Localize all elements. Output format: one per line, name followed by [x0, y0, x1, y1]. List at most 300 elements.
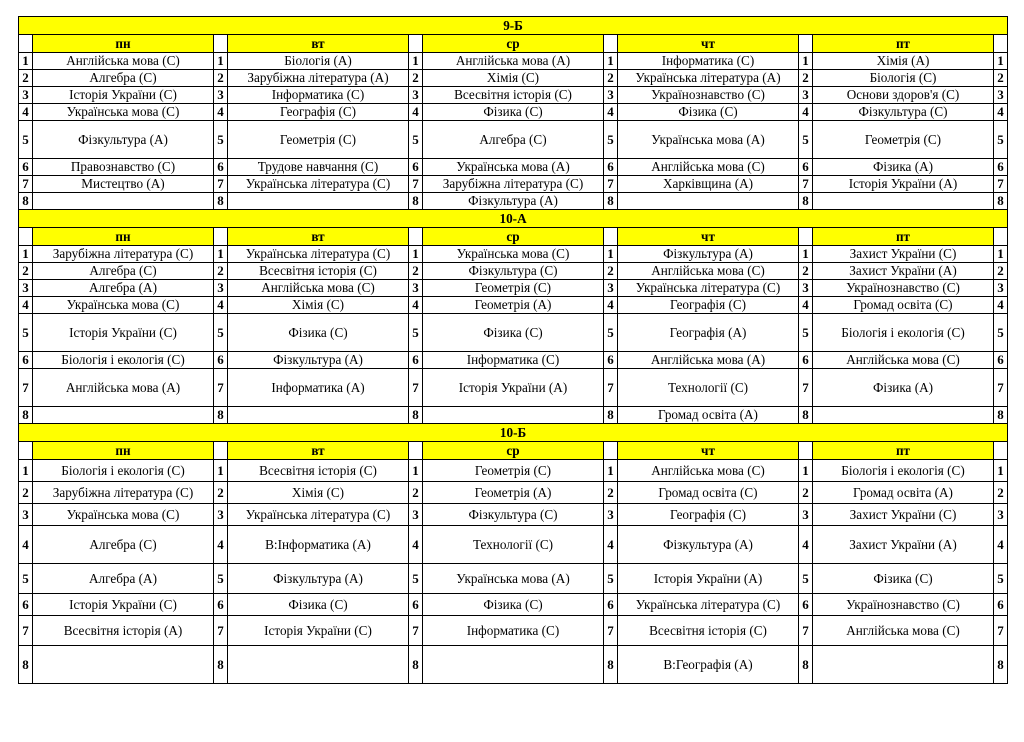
lesson-number: 8: [19, 407, 33, 424]
lesson-number: 8: [994, 193, 1008, 210]
lesson-number: 6: [214, 594, 228, 616]
lesson-cell: Алгебра (А): [33, 280, 214, 297]
lesson-row: [19, 87, 1008, 104]
day-header-gap: [19, 35, 33, 53]
lesson-cell: Українська література (С): [228, 504, 409, 526]
lesson-cell: Фізкультура (А): [423, 193, 604, 210]
lesson-number: 6: [604, 159, 618, 176]
lesson-cell: Правознавство (С): [33, 159, 214, 176]
lesson-cell: Англійська мова (С): [618, 263, 799, 280]
lesson-number: 6: [799, 352, 813, 369]
day-header-row: [19, 35, 1008, 53]
lesson-cell: Мистецтво (А): [33, 176, 214, 193]
lesson-number: 2: [994, 263, 1008, 280]
lesson-number: 5: [409, 121, 423, 159]
lesson-cell: Українська мова (А): [423, 564, 604, 594]
lesson-cell: Фізкультура (А): [618, 526, 799, 564]
lesson-number: 1: [19, 53, 33, 70]
lesson-number: 4: [799, 297, 813, 314]
lesson-number: 8: [604, 193, 618, 210]
lesson-number: 7: [409, 369, 423, 407]
lesson-number: 1: [214, 246, 228, 263]
day-header-row: [19, 228, 1008, 246]
lesson-number: 1: [994, 246, 1008, 263]
day-header: вт: [228, 228, 409, 246]
lesson-cell: Громад освіта (С): [618, 482, 799, 504]
lesson-row: [19, 246, 1008, 263]
lesson-number: 1: [409, 246, 423, 263]
day-header: чт: [618, 228, 799, 246]
lesson-cell: Географія (С): [618, 504, 799, 526]
lesson-cell: Українська література (С): [228, 246, 409, 263]
lesson-number: 3: [214, 87, 228, 104]
day-header-gap: [994, 442, 1008, 460]
lesson-cell: Зарубіжна література (С): [423, 176, 604, 193]
lesson-number: 5: [409, 564, 423, 594]
section-title-row: [19, 210, 1008, 228]
lesson-number: 4: [214, 297, 228, 314]
lesson-number: 6: [604, 352, 618, 369]
lesson-number: 5: [214, 564, 228, 594]
lesson-cell: Захист України (А): [813, 526, 994, 564]
lesson-number: 2: [799, 263, 813, 280]
lesson-number: 5: [19, 314, 33, 352]
lesson-cell: Всесвітня історія (А): [33, 616, 214, 646]
section-title-row: [19, 17, 1008, 35]
lesson-row: [19, 460, 1008, 482]
section-title: 9-Б: [19, 17, 1008, 35]
day-header-gap: [994, 228, 1008, 246]
lesson-number: 3: [994, 87, 1008, 104]
lesson-cell: Фізика (С): [228, 314, 409, 352]
lesson-number: 3: [409, 87, 423, 104]
lesson-number: 6: [19, 594, 33, 616]
lesson-number: 2: [409, 70, 423, 87]
lesson-number: 7: [409, 616, 423, 646]
day-header-gap: [19, 442, 33, 460]
lesson-cell: Геометрія (С): [423, 280, 604, 297]
lesson-cell: Історія України (С): [33, 594, 214, 616]
lesson-cell: Фізкультура (А): [228, 352, 409, 369]
lesson-number: 3: [994, 280, 1008, 297]
lesson-cell: Трудове навчання (С): [228, 159, 409, 176]
lesson-cell: Фізкультура (С): [423, 504, 604, 526]
schedule-table: [18, 16, 1008, 684]
day-header: ср: [423, 228, 604, 246]
lesson-cell: Захист України (А): [813, 263, 994, 280]
lesson-number: 3: [799, 87, 813, 104]
lesson-cell: Українознавство (С): [813, 594, 994, 616]
lesson-cell: Геометрія (А): [423, 482, 604, 504]
lesson-number: 2: [994, 70, 1008, 87]
lesson-number: 7: [19, 369, 33, 407]
lesson-number: 8: [19, 646, 33, 684]
lesson-number: 1: [19, 460, 33, 482]
lesson-number: 1: [604, 246, 618, 263]
lesson-number: 1: [799, 246, 813, 263]
lesson-cell: Історія України (С): [228, 616, 409, 646]
day-header-gap: [409, 228, 423, 246]
lesson-number: 5: [994, 564, 1008, 594]
lesson-number: 6: [19, 159, 33, 176]
lesson-row: [19, 193, 1008, 210]
day-header: пн: [33, 442, 214, 460]
lesson-cell: [228, 193, 409, 210]
lesson-cell: Історія України (А): [423, 369, 604, 407]
lesson-number: 7: [214, 616, 228, 646]
lesson-number: 7: [994, 176, 1008, 193]
day-header: ср: [423, 35, 604, 53]
lesson-cell: Алгебра (С): [423, 121, 604, 159]
lesson-cell: Історія України (А): [813, 176, 994, 193]
lesson-number: 3: [994, 504, 1008, 526]
lesson-number: 3: [604, 504, 618, 526]
day-header: пт: [813, 442, 994, 460]
lesson-number: 7: [19, 176, 33, 193]
lesson-number: 6: [994, 594, 1008, 616]
lesson-number: 1: [214, 460, 228, 482]
lesson-cell: Фізкультура (А): [33, 121, 214, 159]
day-header-gap: [214, 35, 228, 53]
lesson-cell: Інформатика (С): [423, 616, 604, 646]
lesson-number: 8: [214, 646, 228, 684]
lesson-cell: Фізика (А): [813, 369, 994, 407]
lesson-number: 5: [994, 314, 1008, 352]
lesson-cell: Англійська мова (А): [33, 369, 214, 407]
lesson-number: 4: [409, 526, 423, 564]
lesson-cell: Англійська мова (А): [618, 352, 799, 369]
lesson-number: 3: [799, 280, 813, 297]
lesson-row: [19, 616, 1008, 646]
day-header-gap: [604, 35, 618, 53]
lesson-cell: Зарубіжна література (С): [33, 482, 214, 504]
lesson-number: 1: [994, 53, 1008, 70]
lesson-number: 1: [604, 53, 618, 70]
lesson-cell: Географія (С): [228, 104, 409, 121]
lesson-number: 4: [799, 104, 813, 121]
lesson-number: 1: [604, 460, 618, 482]
lesson-cell: Українознавство (С): [618, 87, 799, 104]
lesson-cell: Алгебра (А): [33, 564, 214, 594]
lesson-cell: Харківщина (А): [618, 176, 799, 193]
section-title: 10-А: [19, 210, 1008, 228]
lesson-cell: Інформатика (С): [423, 352, 604, 369]
lesson-number: 5: [604, 314, 618, 352]
lesson-cell: Алгебра (С): [33, 263, 214, 280]
lesson-cell: Українська література (А): [618, 70, 799, 87]
lesson-number: 8: [409, 646, 423, 684]
lesson-number: 7: [604, 616, 618, 646]
day-header: пн: [33, 228, 214, 246]
lesson-number: 4: [214, 526, 228, 564]
day-header-gap: [214, 228, 228, 246]
lesson-cell: Англійська мова (С): [228, 280, 409, 297]
lesson-number: 2: [799, 70, 813, 87]
day-header: пт: [813, 35, 994, 53]
lesson-number: 4: [19, 104, 33, 121]
lesson-number: 4: [409, 297, 423, 314]
lesson-cell: Англійська мова (С): [618, 460, 799, 482]
lesson-cell: Всесвітня історія (С): [228, 263, 409, 280]
lesson-number: 3: [19, 280, 33, 297]
lesson-cell: [813, 193, 994, 210]
lesson-cell: Хімія (С): [228, 482, 409, 504]
day-header: пт: [813, 228, 994, 246]
lesson-number: 3: [604, 87, 618, 104]
lesson-number: 6: [409, 352, 423, 369]
lesson-number: 1: [994, 460, 1008, 482]
section-title-row: [19, 424, 1008, 442]
lesson-number: 3: [214, 280, 228, 297]
lesson-number: 6: [214, 159, 228, 176]
lesson-cell: Фізика (С): [228, 594, 409, 616]
lesson-number: 1: [19, 246, 33, 263]
lesson-cell: Інформатика (С): [228, 87, 409, 104]
lesson-cell: Географія (А): [618, 314, 799, 352]
lesson-cell: Фізкультура (С): [813, 104, 994, 121]
lesson-cell: Алгебра (С): [33, 526, 214, 564]
lesson-cell: [813, 646, 994, 684]
lesson-cell: В:Географія (А): [618, 646, 799, 684]
lesson-number: 4: [604, 104, 618, 121]
lesson-cell: Англійська мова (С): [33, 53, 214, 70]
lesson-cell: В:Інформатика (А): [228, 526, 409, 564]
lesson-cell: Українська мова (С): [33, 104, 214, 121]
lesson-row: [19, 504, 1008, 526]
lesson-cell: Англійська мова (А): [423, 53, 604, 70]
lesson-cell: Захист України (С): [813, 246, 994, 263]
lesson-cell: Фізика (С): [423, 594, 604, 616]
lesson-cell: [33, 646, 214, 684]
day-header: чт: [618, 442, 799, 460]
lesson-cell: Біологія і екологія (С): [33, 460, 214, 482]
day-header: ср: [423, 442, 604, 460]
lesson-cell: Фізика (С): [423, 104, 604, 121]
lesson-number: 8: [994, 646, 1008, 684]
day-header-row: [19, 442, 1008, 460]
lesson-row: [19, 482, 1008, 504]
lesson-number: 2: [214, 263, 228, 280]
day-header-gap: [214, 442, 228, 460]
lesson-number: 8: [799, 193, 813, 210]
lesson-cell: Фізкультура (А): [228, 564, 409, 594]
lesson-number: 3: [604, 280, 618, 297]
lesson-number: 1: [214, 53, 228, 70]
lesson-number: 8: [799, 646, 813, 684]
lesson-number: 5: [799, 314, 813, 352]
lesson-row: [19, 297, 1008, 314]
day-header: вт: [228, 442, 409, 460]
lesson-cell: Історія України (А): [618, 564, 799, 594]
lesson-number: 5: [409, 314, 423, 352]
lesson-cell: [33, 193, 214, 210]
lesson-number: 6: [19, 352, 33, 369]
lesson-cell: Алгебра (С): [33, 70, 214, 87]
lesson-number: 8: [409, 407, 423, 424]
lesson-cell: Громад освіта (С): [813, 297, 994, 314]
lesson-cell: Інформатика (А): [228, 369, 409, 407]
lesson-row: [19, 594, 1008, 616]
lesson-cell: Хімія (С): [423, 70, 604, 87]
lesson-number: 3: [214, 504, 228, 526]
section-title: 10-Б: [19, 424, 1008, 442]
lesson-row: [19, 53, 1008, 70]
lesson-number: 7: [604, 176, 618, 193]
lesson-cell: Захист України (С): [813, 504, 994, 526]
lesson-number: 2: [19, 70, 33, 87]
lesson-number: 5: [214, 121, 228, 159]
lesson-number: 4: [799, 526, 813, 564]
lesson-number: 8: [19, 193, 33, 210]
lesson-number: 7: [214, 369, 228, 407]
lesson-cell: Біологія і екологія (С): [813, 314, 994, 352]
lesson-cell: Зарубіжна література (А): [228, 70, 409, 87]
lesson-cell: Фізика (С): [423, 314, 604, 352]
lesson-cell: Хімія (С): [228, 297, 409, 314]
lesson-cell: Фізика (С): [813, 564, 994, 594]
lesson-cell: Геометрія (С): [228, 121, 409, 159]
lesson-number: 8: [994, 407, 1008, 424]
lesson-cell: Фізкультура (С): [423, 263, 604, 280]
day-header-gap: [604, 442, 618, 460]
day-header-gap: [799, 35, 813, 53]
lesson-cell: Громад освіта (А): [618, 407, 799, 424]
lesson-number: 7: [19, 616, 33, 646]
lesson-row: [19, 104, 1008, 121]
lesson-cell: Українська мова (А): [423, 159, 604, 176]
day-header-gap: [19, 228, 33, 246]
lesson-number: 7: [799, 616, 813, 646]
lesson-number: 6: [994, 159, 1008, 176]
lesson-cell: Фізкультура (А): [618, 246, 799, 263]
lesson-number: 2: [409, 263, 423, 280]
day-header: пн: [33, 35, 214, 53]
day-header: вт: [228, 35, 409, 53]
day-header-gap: [994, 35, 1008, 53]
lesson-number: 7: [994, 369, 1008, 407]
lesson-cell: Англійська мова (С): [618, 159, 799, 176]
lesson-number: 8: [409, 193, 423, 210]
lesson-row: [19, 564, 1008, 594]
lesson-row: [19, 280, 1008, 297]
lesson-number: 4: [214, 104, 228, 121]
lesson-row: [19, 176, 1008, 193]
lesson-cell: [33, 407, 214, 424]
lesson-cell: [423, 646, 604, 684]
lesson-number: 8: [604, 646, 618, 684]
lesson-cell: [228, 407, 409, 424]
lesson-cell: Всесвітня історія (С): [618, 616, 799, 646]
lesson-number: 5: [19, 121, 33, 159]
lesson-cell: Українська література (С): [618, 280, 799, 297]
lesson-cell: Біологія і екологія (С): [33, 352, 214, 369]
lesson-cell: Фізика (А): [813, 159, 994, 176]
day-header: чт: [618, 35, 799, 53]
lesson-number: 3: [19, 87, 33, 104]
lesson-number: 1: [799, 53, 813, 70]
lesson-number: 6: [409, 594, 423, 616]
lesson-number: 2: [409, 482, 423, 504]
lesson-cell: Громад освіта (А): [813, 482, 994, 504]
lesson-cell: [618, 193, 799, 210]
lesson-row: [19, 263, 1008, 280]
day-header-gap: [409, 442, 423, 460]
lesson-cell: Фізика (С): [618, 104, 799, 121]
lesson-number: 4: [604, 526, 618, 564]
lesson-number: 3: [19, 504, 33, 526]
lesson-row: [19, 314, 1008, 352]
day-header-gap: [799, 442, 813, 460]
lesson-cell: Українська мова (С): [33, 504, 214, 526]
lesson-row: [19, 526, 1008, 564]
lesson-row: [19, 369, 1008, 407]
lesson-number: 7: [799, 176, 813, 193]
lesson-cell: Біологія і екологія (С): [813, 460, 994, 482]
lesson-number: 4: [604, 297, 618, 314]
lesson-number: 5: [604, 564, 618, 594]
lesson-number: 1: [799, 460, 813, 482]
lesson-cell: Географія (С): [618, 297, 799, 314]
lesson-cell: Інформатика (С): [618, 53, 799, 70]
lesson-cell: Українська мова (А): [618, 121, 799, 159]
lesson-number: 5: [994, 121, 1008, 159]
lesson-cell: Історія України (С): [33, 87, 214, 104]
lesson-number: 7: [994, 616, 1008, 646]
lesson-cell: Англійська мова (С): [813, 616, 994, 646]
lesson-number: 2: [799, 482, 813, 504]
lesson-number: 2: [604, 263, 618, 280]
lesson-number: 2: [214, 70, 228, 87]
lesson-number: 8: [214, 407, 228, 424]
lesson-number: 5: [799, 564, 813, 594]
lesson-cell: Українська мова (С): [33, 297, 214, 314]
lesson-cell: Технології (С): [423, 526, 604, 564]
lesson-row: [19, 407, 1008, 424]
lesson-number: 7: [409, 176, 423, 193]
lesson-number: 2: [214, 482, 228, 504]
lesson-cell: Біологія (С): [813, 70, 994, 87]
lesson-number: 5: [604, 121, 618, 159]
lesson-number: 4: [994, 297, 1008, 314]
lesson-number: 2: [604, 70, 618, 87]
lesson-row: [19, 70, 1008, 87]
lesson-cell: Українознавство (С): [813, 280, 994, 297]
day-header-gap: [799, 228, 813, 246]
lesson-cell: Всесвітня історія (С): [423, 87, 604, 104]
lesson-cell: Українська література (С): [618, 594, 799, 616]
lesson-cell: Геометрія (А): [423, 297, 604, 314]
lesson-cell: [813, 407, 994, 424]
lesson-number: 5: [799, 121, 813, 159]
lesson-number: 3: [409, 504, 423, 526]
lesson-cell: [423, 407, 604, 424]
lesson-number: 4: [19, 526, 33, 564]
lesson-number: 6: [604, 594, 618, 616]
lesson-cell: Хімія (А): [813, 53, 994, 70]
lesson-number: 4: [994, 104, 1008, 121]
lesson-number: 1: [409, 53, 423, 70]
lesson-number: 1: [409, 460, 423, 482]
lesson-cell: Технології (С): [618, 369, 799, 407]
lesson-cell: Українська література (С): [228, 176, 409, 193]
lesson-number: 3: [799, 504, 813, 526]
lesson-number: 6: [994, 352, 1008, 369]
lesson-row: [19, 352, 1008, 369]
lesson-number: 2: [19, 482, 33, 504]
lesson-cell: Геометрія (С): [423, 460, 604, 482]
lesson-row: [19, 646, 1008, 684]
lesson-number: 2: [19, 263, 33, 280]
